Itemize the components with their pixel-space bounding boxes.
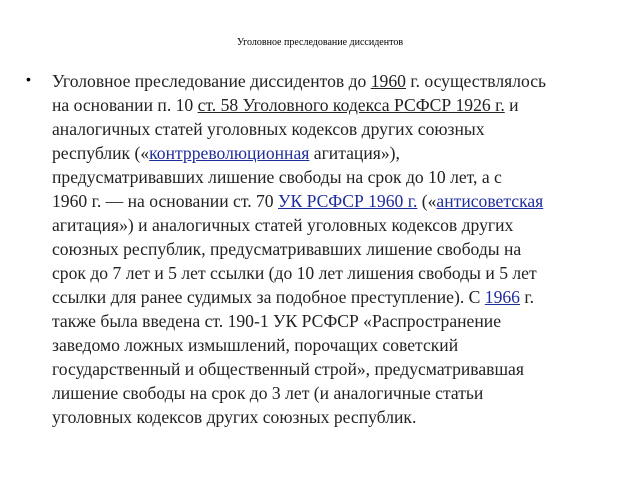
text-segment: ссылки для ранее судимых за подобное преступление). С <box>52 287 485 307</box>
link-counterrevolutionary[interactable]: контрреволюционная <box>149 143 310 163</box>
slide-title: Уголовное преследование диссидентов <box>236 37 404 48</box>
text-line: срок до 7 лет и 5 лет ссылки (до 10 лет лишения свободы и 5 лет <box>52 263 537 283</box>
text-segment: (« <box>417 191 437 211</box>
text-line: заведомо ложных измышлений, порочащих советский <box>52 335 459 355</box>
text-line: также была введена ст. 190-1 УК РСФСР «Распространение <box>52 311 502 331</box>
text-line: союзных республик, предусматривавших лишение свободы на <box>52 239 522 259</box>
text-line: аналогичных статей уголовных кодексов других союзных <box>52 119 485 139</box>
text-line <box>52 141 400 165</box>
text-line: лишение свободы на срок до 3 лет (и аналогичные статьи <box>52 383 484 403</box>
link-anti-soviet[interactable]: антисоветская <box>436 191 544 211</box>
text-line: государственный и общественный строй», предусматривавшая <box>52 359 524 379</box>
link-1960[interactable]: 1960 <box>370 71 406 91</box>
link-1966[interactable]: 1966 <box>484 287 520 307</box>
text-segment: Уголовное преследование диссидентов до <box>52 71 371 91</box>
text-segment: и <box>504 95 519 115</box>
text-segment: агитация»), <box>309 143 400 163</box>
text-segment: г. осуществлялось <box>405 71 547 91</box>
text-line <box>52 285 534 309</box>
bullet-icon: • <box>26 71 31 87</box>
text-line <box>52 189 543 213</box>
text-segment: на основании п. 10 <box>52 95 198 115</box>
text-line <box>52 69 546 93</box>
text-segment: г. <box>519 287 534 307</box>
text-line: агитация») и аналогичных статей уголовных кодексов других <box>52 215 514 235</box>
text-line: предусматривавших лишение свободы на срок до 10 лет, а с <box>52 167 502 187</box>
text-line: уголовных кодексов других союзных республик. <box>52 407 417 427</box>
text-segment: 1960 г. — на основании ст. 70 <box>52 191 278 211</box>
text-segment: республик (« <box>52 143 150 163</box>
link-uk-rsfsr-1960[interactable]: УК РСФСР 1960 г. <box>277 191 418 211</box>
link-article-58[interactable]: ст. 58 Уголовного кодекса РСФСР 1926 г. <box>197 95 505 115</box>
text-line <box>52 93 519 117</box>
